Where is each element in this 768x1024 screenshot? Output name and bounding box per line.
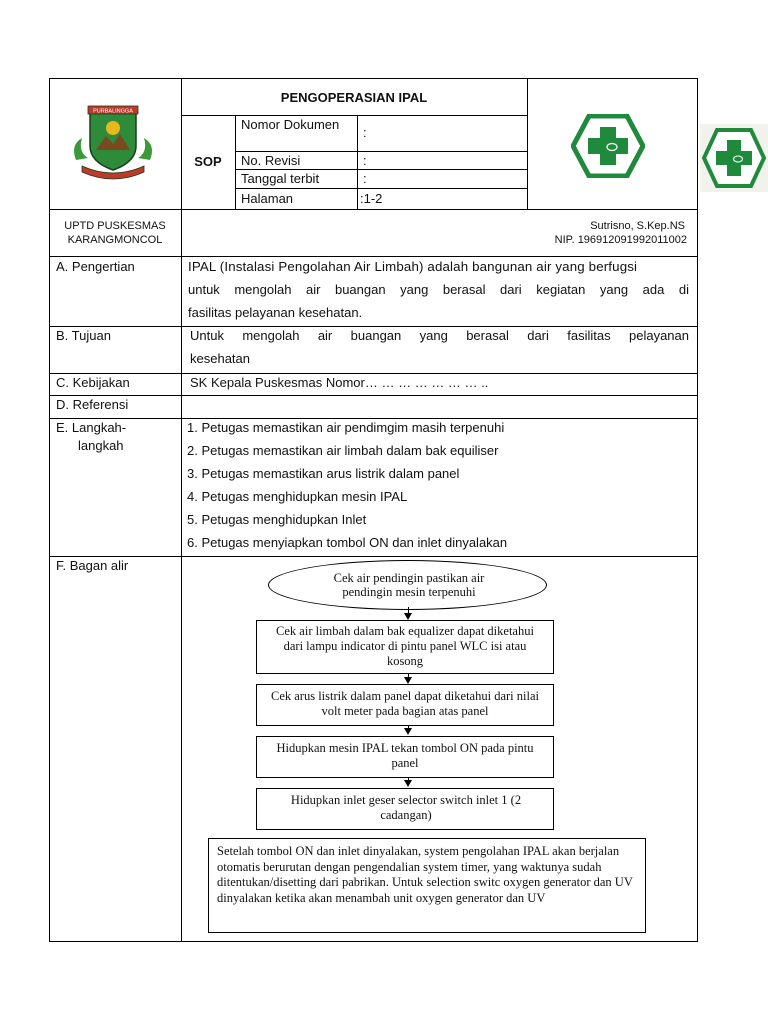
flow-step-3-box [256,736,554,778]
flow-step-2-box [256,684,554,726]
section-b-line2: kesehatan [190,351,250,366]
logo-banner-text: PURBALINGGA [93,108,133,115]
flow-arrowhead-2 [404,677,412,684]
section-b-label: B. Tujuan [56,328,111,343]
document-title: PENGOPERASIAN IPAL [280,90,428,105]
regency-emblem-logo [68,100,158,180]
step-item-4: 4. Petugas menghidupkan mesin IPAL [187,489,408,504]
step-item-1: 1. Petugas memastikan air pendimgim masih terpenuhi [187,420,505,435]
flow-step-1-text: Cek air limbah dalam bak equalizer dapat diketahui dari lampu indicator di pintu panel WLC isi atau kosong [276,624,534,668]
section-a-line2: untuk mengolah air buangan yang berasal dari kegiatan yang ada di [188,282,689,297]
org-name-line1: UPTD PUSKESMAS [64,220,166,232]
flow-arrowhead-1 [404,613,412,620]
section-c-label: C. Kebijakan [56,375,130,390]
sop-label: SOP [194,154,222,169]
field-value-tanggal-terbit: : [363,171,367,186]
flow-step-4-box [256,788,554,830]
field-label-no-revisi: No. Revisi [241,153,301,168]
section-e-label: E. Langkah- [56,420,127,435]
field-value-nomor-dokumen: : [363,125,367,140]
section-d-label: D. Referensi [56,397,129,412]
flow-end-text: Setelah tombol ON dan inlet dinyalakan, system pengolahan IPAL akan berjalan otomatis berurutan dengan pengendalian system timer, yang waktunya sudah ditentukan/disetting dari pabrikan. Untuk selection switc oxygen generator dan UV dinyalakan ketika akan menambah unit oxygen generator dan UV [217,844,633,905]
field-label-halaman: Halaman [241,191,294,206]
flow-start-text: Cek air pendingin pastikan air pendingin mesin terpenuhi [333,571,485,599]
org-name-line2: KARANGMONCOL [67,234,163,246]
field-value-no-revisi: : [363,153,367,168]
step-item-6: 6. Petugas menyiapkan tombol ON dan inlet dinyalakan [187,535,508,550]
flow-step-4-text: Hidupkan inlet geser selector switch inlet 1 (2 cadangan) [290,793,522,822]
field-label-tanggal-terbit: Tanggal terbit [241,171,320,186]
signer-nip: NIP. 196912091992011002 [554,234,687,246]
flow-arrowhead-4 [404,780,412,787]
flow-step-3-text: Hidupkan mesin IPAL tekan tombol ON pada pintu panel [276,741,534,770]
step-item-2: 2. Petugas memastikan air limbah dalam bak equiliser [187,443,499,458]
flow-end-box [208,838,646,933]
health-cross-logo-badge [700,124,768,192]
section-f-label: F. Bagan alir [56,558,129,573]
section-b-line1: Untuk mengolah air buangan yang berasal dari fasilitas pelayanan [190,328,689,343]
section-e-label-cont: langkah [78,438,124,453]
section-c-text: SK Kepala Puskesmas Nomor… … … … … … … .. [190,375,489,390]
field-value-halaman: :1-2 [360,191,383,206]
step-item-3: 3. Petugas memastikan arus listrik dalam panel [187,466,460,481]
field-label-nomor-dokumen: Nomor Dokumen [241,117,340,132]
flow-start-ellipse [268,560,547,610]
section-a-line3: fasilitas pelayanan kesehatan. [188,305,363,320]
flow-step-2-text: Cek arus listrik dalam panel dapat diketahui dari nilai volt meter pada bagian atas panel [271,689,539,718]
signer-name: Sutrisno, S.Kep.NS [590,220,685,232]
section-a-label: A. Pengertian [56,259,135,274]
health-cross-logo [571,114,645,178]
flow-arrowhead-3 [404,728,412,735]
flow-step-1-box [256,620,554,674]
step-item-5: 5. Petugas menghidupkan Inlet [187,512,367,527]
section-a-line1: IPAL (Instalasi Pengolahan Air Limbah) adalah bangunan air yang berfugsi [188,259,638,274]
